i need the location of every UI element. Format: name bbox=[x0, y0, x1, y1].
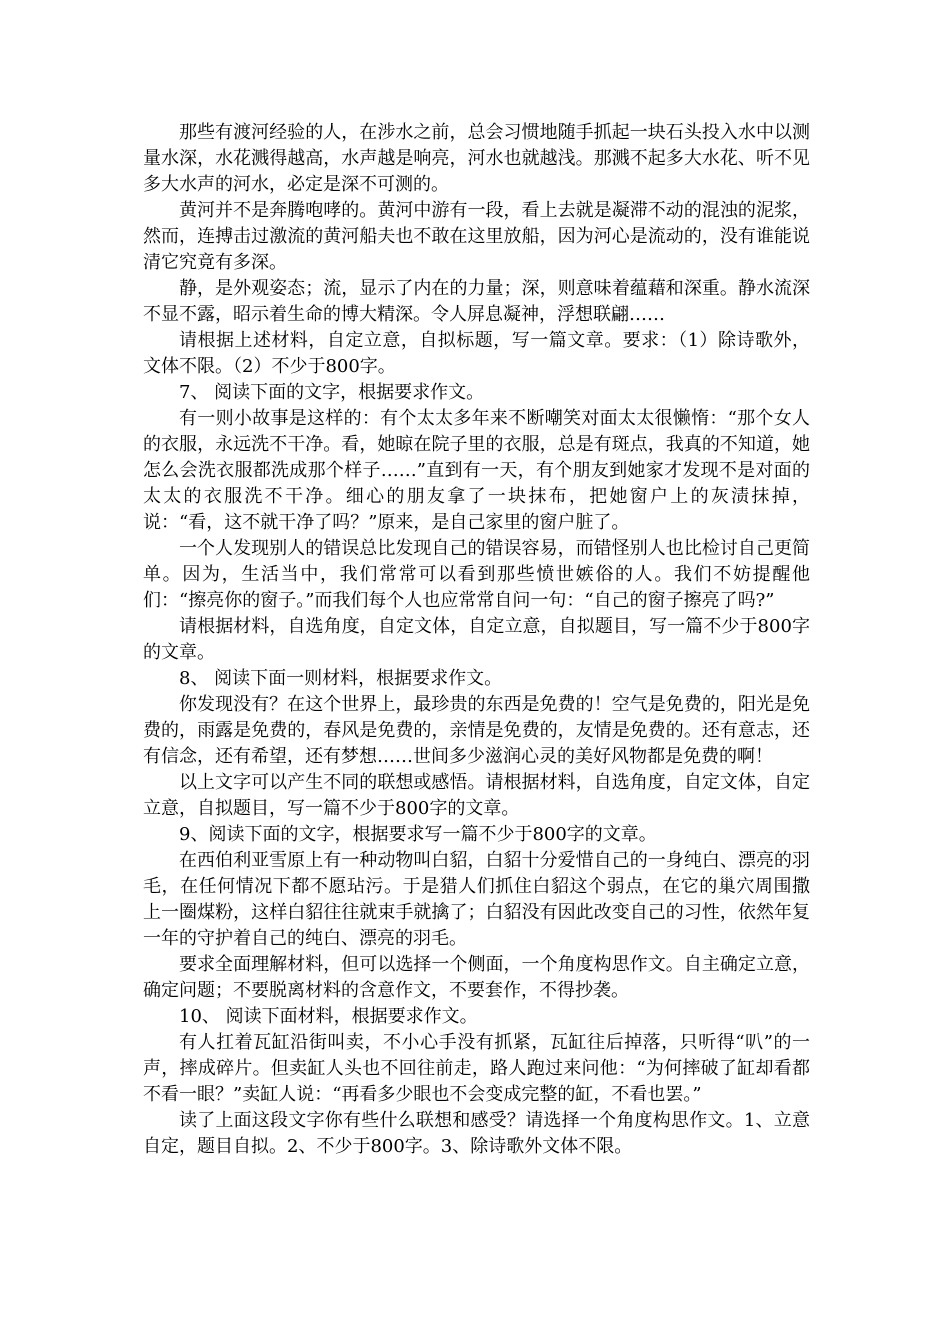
question-heading: 10、 阅读下面材料，根据要求作文。 bbox=[179, 1006, 478, 1027]
paragraph: 你发现没有？在这个世界上，最珍贵的东西是免费的！空气是免费的，阳光是免费的，雨露是免费的，春风是免费的，亲情是免费的，友情是免费的。还有意志，还有信念，还有希望，还有梦想……世间多少滋润心灵的美好风物都是免费的啊！ bbox=[143, 694, 810, 767]
paragraph: 以上文字可以产生不同的联想或感悟。请根据材料，自选角度，自定文体，自定立意，自拟题目，写一篇不少于800字的文章。 bbox=[143, 772, 810, 819]
paragraph: 要求全面理解材料，但可以选择一个侧面，一个角度构思作文。自主确定立意，确定问题；不要脱离材料的含意作文，不要套作，不得抄袭。 bbox=[143, 954, 810, 1001]
paragraph: 一个人发现别人的错误总比发现自己的错误容易，而错怪别人也比检讨自己更简单。因为，生活当中，我们常常可以看到那些愤世嫉俗的人。我们不妨提醒他们：“擦亮你的窗子。”而我们每个人也应常常自问一句：“自己的窗子擦亮了吗?” bbox=[143, 538, 810, 611]
paragraph: 读了上面这段文字你有些什么联想和感受？请选择一个角度构思作文。1、立意自定，题目自拟。2、不少于800字。3、除诗歌外文体不限。 bbox=[143, 1110, 810, 1157]
paragraph: 那些有渡河经验的人，在涉水之前，总会习惯地随手抓起一块石头投入水中以测量水深，水花溅得越高，水声越是响亮，河水也就越浅。那溅不起多大水花、听不见多大水声的河水，必定是深不可测的。 bbox=[143, 122, 810, 195]
paragraph: 请根据材料，自选角度，自定文体，自定立意，自拟题目，写一篇不少于800字的文章。 bbox=[143, 616, 810, 663]
paragraph: 有人扛着瓦缸沿街叫卖，不小心手没有抓紧，瓦缸往后掉落，只听得“叭”的一声，摔成碎片。但卖缸人头也不回往前走，路人跑过来问他：“为何摔破了缸却看都不看一眼？”卖缸人说：“再看多少眼也不会变成完整的缸，不看也罢。” bbox=[143, 1032, 810, 1105]
paragraph: 有一则小故事是这样的：有个太太多年来不断嘲笑对面太太很懒惰：“那个女人的衣服，永远洗不干净。看，她晾在院子里的衣服，总是有斑点，我真的不知道，她怎么会洗衣服都洗成那个样子……”直到有一天，有个朋友到她家才发现不是对面的太太的衣服洗不干净。细心的朋友拿了一块抹布，把她窗户上的灰渍抹掉，说：“看，这不就干净了吗？”原来，是自己家里的窗户脏了。 bbox=[143, 408, 810, 533]
question-heading: 8、 阅读下面一则材料，根据要求作文。 bbox=[179, 668, 503, 689]
paragraph: 请根据上述材料，自定立意，自拟标题，写一篇文章。要求：（1）除诗歌外，文体不限。（2）不少于800字。 bbox=[143, 330, 810, 377]
document-page bbox=[143, 120, 810, 1160]
paragraph: 黄河并不是奔腾咆哮的。黄河中游有一段，看上去就是凝滞不动的混浊的泥浆，然而，连搏击过激流的黄河船夫也不敢在这里放船，因为河心是流动的，没有谁能说清它究竟有多深。 bbox=[143, 200, 810, 273]
question-heading: 7、 阅读下面的文字，根据要求作文。 bbox=[179, 382, 485, 403]
question-heading: 9、阅读下面的文字，根据要求写一篇不少于800字的文章。 bbox=[179, 824, 657, 845]
paragraph: 在西伯利亚雪原上有一种动物叫白貂，白貂十分爱惜自己的一身纯白、漂亮的羽毛，在任何情况下都不愿玷污。于是猎人们抓住白貂这个弱点，在它的巢穴周围撒 上一圈煤粉，这样白貂往往就束手就擒了；白貂没有因此改变自己的习性，依然年复一年的守护着自己的纯白、漂亮的羽毛。 bbox=[143, 850, 810, 949]
paragraph: 静，是外观姿态；流，显示了内在的力量；深，则意味着蕴藉和深重。静水流深不显不露，昭示着生命的博大精深。令人屏息凝神，浮想联翩…… bbox=[143, 278, 810, 325]
